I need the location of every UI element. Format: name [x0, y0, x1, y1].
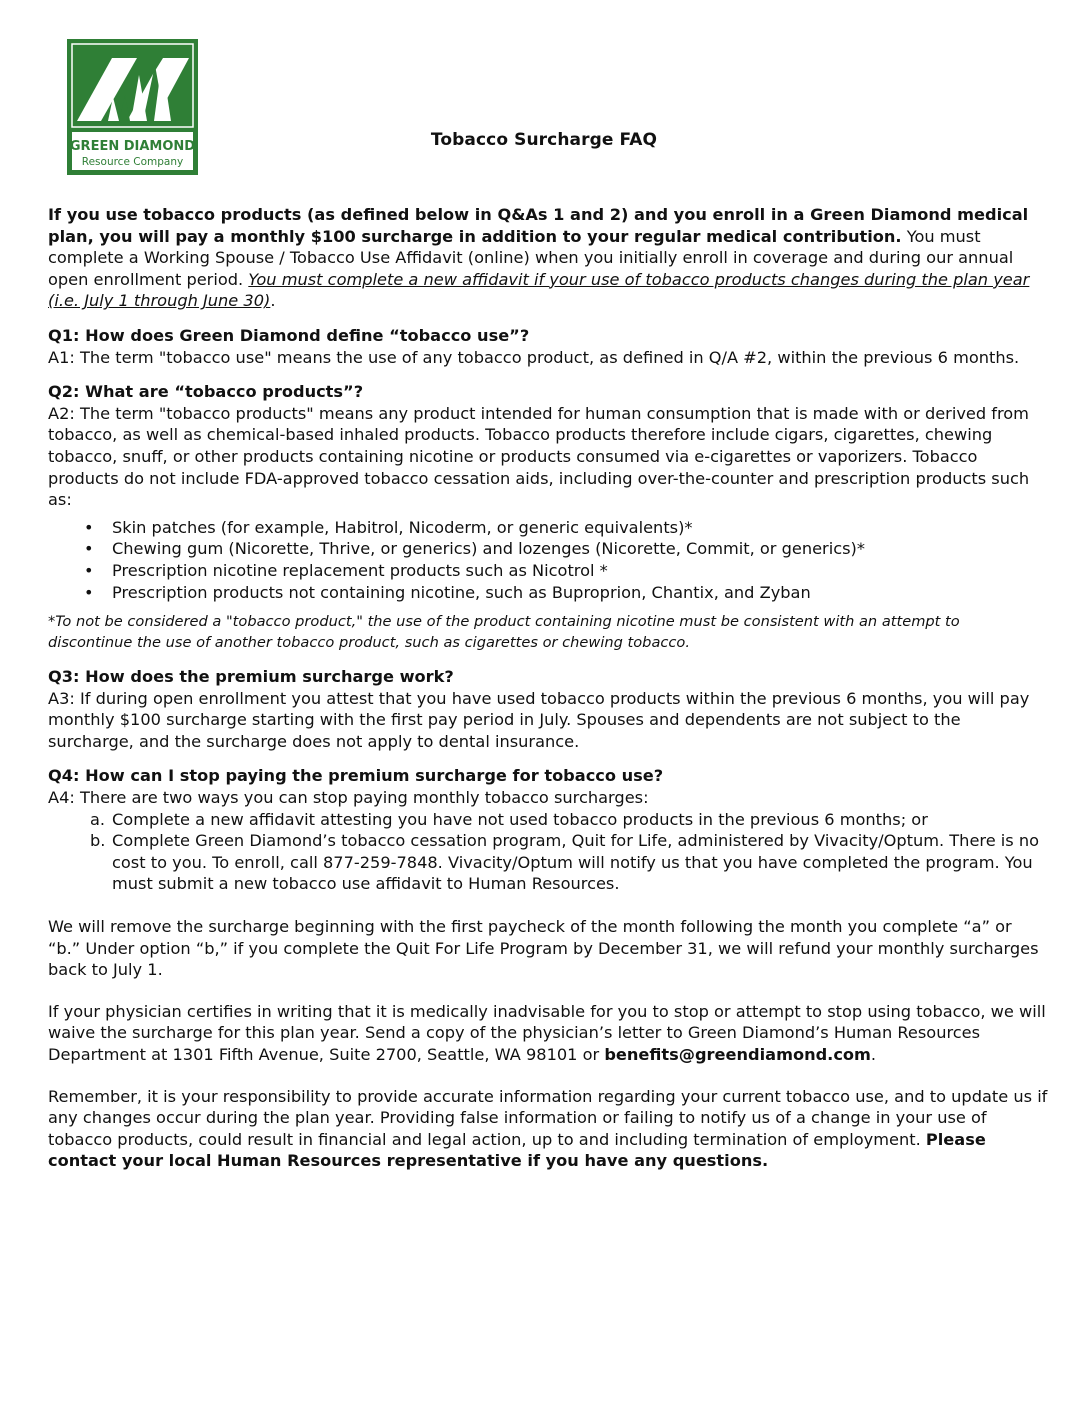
physician-paragraph — [48, 1001, 1048, 1066]
list-marker: a. — [90, 809, 106, 829]
list-item: • Prescription nicotine replacement products such as Nicotrol * — [112, 560, 1048, 582]
q1-answer: A1: The term "tobacco use" means the use of any tobacco product, as defined in Q/A #2, within the previous 6 months. — [48, 347, 1020, 367]
intro-bold: If you use tobacco products (as defined below in Q&As 1 and 2) and you enroll in a Green Diamond medical plan, you will pay a monthly $100 surcharge in addition to your regular medical contribution. — [48, 205, 1029, 246]
logo-line1: GREEN DIAMOND — [69, 139, 196, 154]
removal-paragraph: We will remove the surcharge beginning with the first paycheck of the month following the month you complete “a” or “b.” Under option “b,” if you complete the Quit For Life Program by December 31, we will refund your monthly surcharges back to July 1. — [48, 917, 1039, 980]
q4-answer: A4: There are two ways you can stop paying monthly tobacco surcharges: — [48, 788, 649, 808]
list-item: • Prescription products not containing nicotine, such as Buproprion, Chantix, and Zyban — [112, 582, 1048, 604]
cessation-aids-list — [48, 517, 1048, 603]
closing-text: Remember, it is your responsibility to provide accurate information regarding your current tobacco use, and to update us if any changes occur during the plan year. Providing false information or failing to notify us of a change in your use of tobacco products, could result in financial and legal action, up to and including termination of employment. — [48, 1086, 1048, 1149]
list-item: • Chewing gum (Nicorette, Thrive, or generics) and lozenges (Nicorette, Commit, or generics)* — [112, 538, 1048, 560]
footnote: *To not be considered a "tobacco product," the use of the product containing nicotine must be consistent with an attempt to discontinue the use of another tobacco product, such as cigarettes or chewing tobacco. — [48, 613, 960, 652]
q3-answer: A3: If during open enrollment you attest that you have used tobacco products within the previous 6 months, you will pay monthly $100 surcharge starting with the first pay period in July. Spouses and dependents are not subject to the surcharge, and the surcharge does not apply to dental insurance. — [48, 688, 1030, 751]
q4-question: Q4: How can I stop paying the premium surcharge for tobacco use? — [48, 766, 664, 786]
q2-answer: A2: The term "tobacco products" means any product intended for human consumption that is made with or derived from tobacco, as well as chemical-based inhaled products. Tobacco products therefore include cigars, cigarettes, chewing tobacco, snuff, or other products containing nicotine or products consumed via e-cigarettes or vaporizers. Tobacco products do not include FDA-approved tobacco cessation aids, including over-the-counter and prescription products such as: — [48, 403, 1030, 510]
company-logo — [67, 39, 198, 175]
physician-end: . — [870, 1045, 877, 1064]
intro-end: . — [270, 291, 276, 311]
q2-question: Q2: What are “tobacco products”? — [48, 382, 364, 402]
q1-question: Q1: How does Green Diamond define “tobacco use”? — [48, 325, 530, 345]
intro-paragraph — [48, 204, 1048, 312]
list-text: Complete Green Diamond’s tobacco cessation program, Quit for Life, administered by Vivacity/Optum. There is no cost to you. To enroll, call 877-259-7848. Vivacity/Optum will notify us that you have completed the program. You must submit a new tobacco use affidavit to Human Resources. — [112, 831, 1040, 894]
document-body — [48, 204, 1048, 1185]
options-list — [48, 809, 1048, 895]
list-item — [90, 830, 1048, 895]
list-item: • Skin patches (for example, Habitrol, Nicoderm, or generic equivalents)* — [112, 517, 1048, 539]
page-title: Tobacco Surcharge FAQ — [430, 130, 658, 150]
intro-emphasis: You must complete a new affidavit if your use of tobacco products changes during the plan year (i.e. July 1 through June 30) — [48, 269, 1030, 311]
list-marker: b. — [90, 831, 106, 851]
physician-text: If your physician certifies in writing that it is medically inadvisable for you to stop or attempt to stop using tobacco, we will waive the surcharge for this plan year. Send a copy of the physician’s letter to Green Diamond’s Human Resources Department at 1301 Fifth Avenue, Suite 2700, Seattle, WA 98101 or — [48, 1001, 1046, 1064]
list-item — [90, 809, 1048, 831]
closing-bold: Please contact your local Human Resources representative if you have any questions. — [48, 1129, 986, 1171]
list-text: Complete a new affidavit attesting you have not used tobacco products in the previous 6 months; or — [112, 809, 928, 829]
closing-paragraph — [48, 1086, 1048, 1172]
q3-question: Q3: How does the premium surcharge work? — [48, 667, 454, 687]
email-link[interactable]: benefits@greendiamond.com — [604, 1045, 871, 1064]
logo-line2: Resource Company — [81, 156, 184, 168]
intro-text: You must complete a Working Spouse / Tobacco Use Affidavit (online) when you initially enroll in coverage and during our annual open enrollment period. — [48, 226, 1014, 289]
